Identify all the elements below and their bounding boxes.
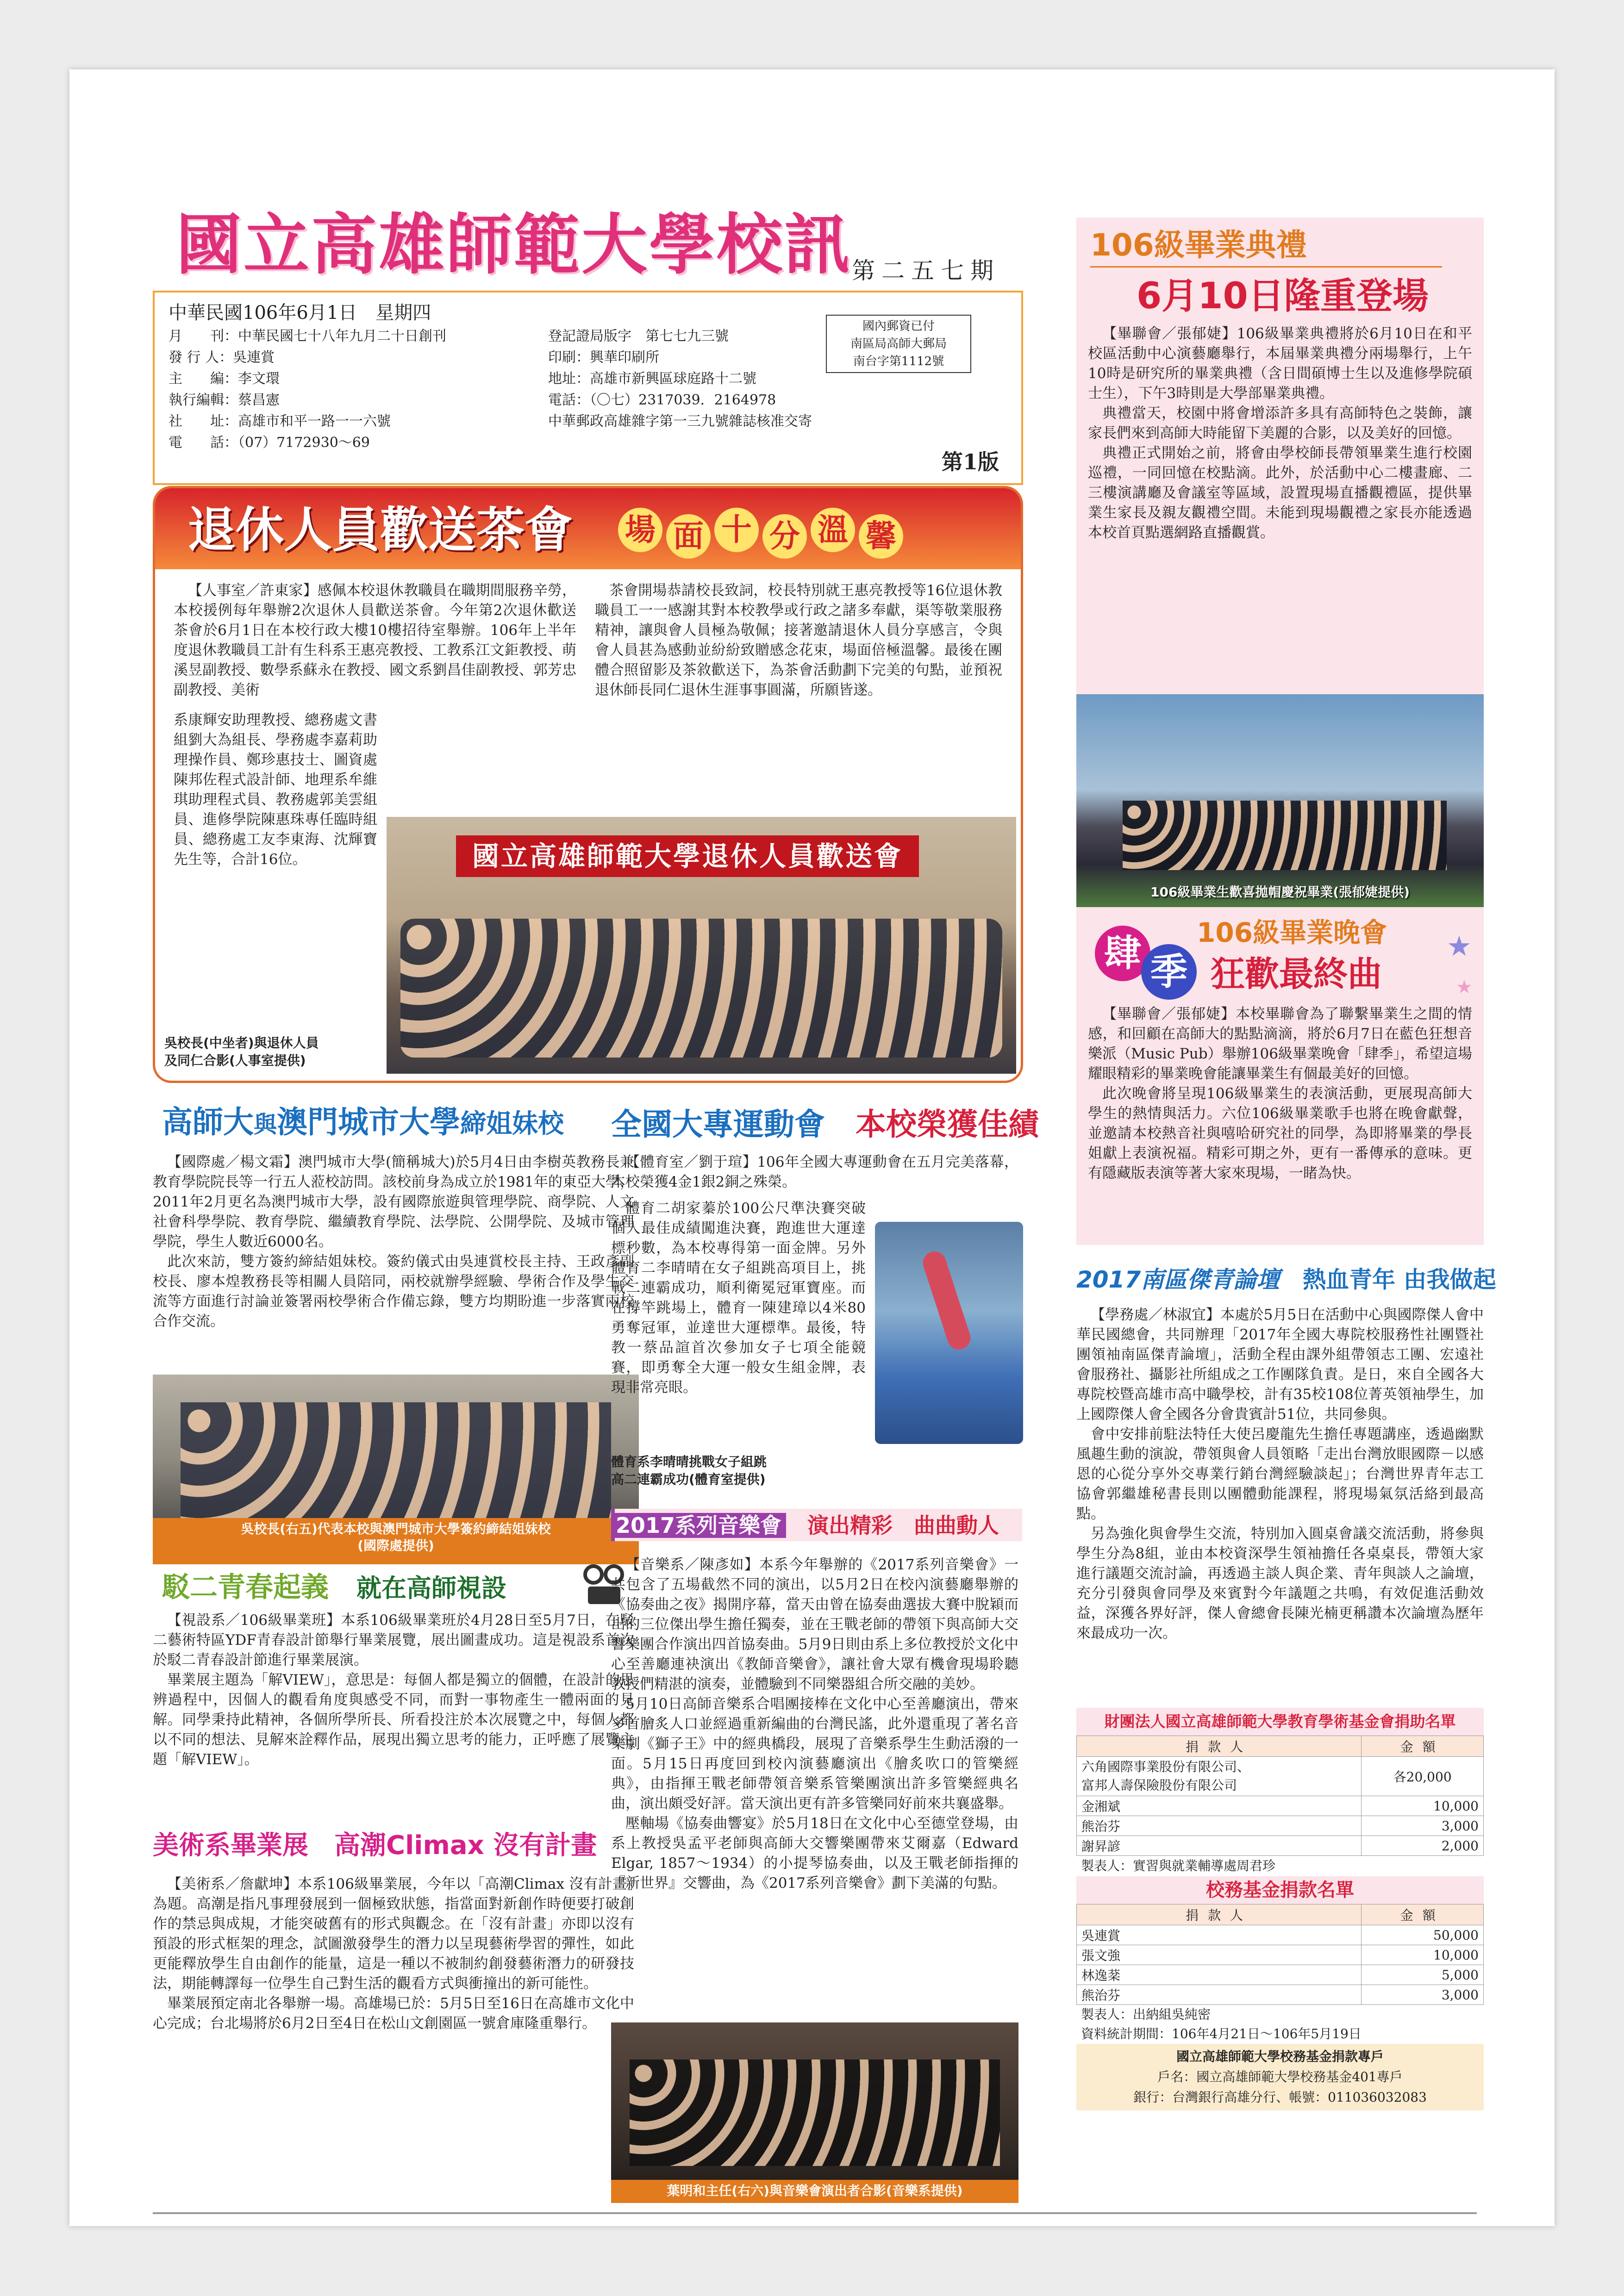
postal-line: 南台字第1112號 <box>853 355 944 368</box>
table-row <box>1077 1985 1484 2005</box>
donation2-table <box>1076 1904 1484 2005</box>
donor-amount: 50,000 <box>1362 1925 1484 1945</box>
title-part: 2017系列音樂會 <box>611 1513 786 1538</box>
retire-group-photo <box>387 817 1016 1074</box>
paragraph: 此次來訪，雙方簽約締結姐妹校。簽約儀式由吳連賞校長主持、王政彥副校長、廖本煌教務長等相關人員陪同，兩校就辦學經驗、學術合作及學生交流等方面進行討論並簽署兩校學術合作備忘錄，雙方均期盼進一步落實兩校合作交流。 <box>153 1253 634 1330</box>
caption-line: (國際處提供) <box>357 1538 434 1553</box>
paragraph: 畢業展預定南北各舉辦一場。高雄場已於：5月5日至16日在高雄市文化中心完成；台北場將於6月2日至4日在松山文創園區一號倉庫隆重舉行。 <box>153 1995 634 2032</box>
table-row <box>1077 1965 1484 1985</box>
grad-crowd <box>1123 801 1447 870</box>
macau-title <box>162 1101 564 1145</box>
sports-text-2 <box>611 1199 866 1398</box>
party-title: 106級畢業晚會 <box>1197 917 1387 948</box>
info-right <box>548 326 812 432</box>
caption-line: 吳校長(右五)代表本校與澳門城市大學簽約締結姐妹校 <box>241 1521 551 1537</box>
donation2-maker: 製表人：出納組吳純密 <box>1081 2007 1211 2022</box>
performers-shape <box>630 2060 1000 2166</box>
donation1-title: 財團法人國立高雄師範大學教育學術基金會捐助名單 <box>1076 1708 1484 1736</box>
paragraph: 【人事室／許東家】感佩本校退休教職員在職期間服務辛勞，本校援例每年舉辦2次退休人員歡送茶會。今年第2次退休歡送茶會於6月1日在本校行政大樓10樓招待室舉辦。106年上半年度退休教職員工計有生科系王惠亮教授、工教系江文鉅教授、萌溪昱副教授、數學系蘇永在教授、國文系劉昌佳副教授、郭芳忠副教授、美術 <box>174 582 576 698</box>
column-header: 金額 <box>1362 1736 1484 1757</box>
column-header: 金額 <box>1362 1904 1484 1925</box>
subtitle-char: 分 <box>762 514 807 559</box>
retire-caption <box>164 1034 382 1070</box>
info-left-line: 月 刊：中華民國七十八年九月二十日創刊 <box>169 328 446 344</box>
paragraph: 【視設系／106級畢業班】本系106級畢業班於4月28日至5月7日，在駁二藝術特區YDF青春設計節舉行畢業展覽，展出圖畫成功。這是視設系首次於駁二青春設計節進行畢業展演。 <box>153 1612 634 1668</box>
sports-photo <box>875 1222 1023 1444</box>
title-part: 全國大專運動會 <box>611 1107 825 1142</box>
postal-line: 國內郵資已付 <box>862 319 935 333</box>
title-part: 就在高師視設 <box>356 1574 506 1603</box>
sports-caption <box>611 1453 870 1488</box>
info-right-line: 中華郵政高雄雜字第一三九號雜誌核准交寄 <box>548 413 812 429</box>
paragraph: 【美術系／詹獻坤】本系106級畢業展，今年以「高潮Climax 沒有計畫」為題。高潮是指凡事理發展到一個極致狀態，指當面對新創作時便要打破創作的禁忌與成規，才能突破舊有的形式與觀念。在「沒有計畫」亦即以沒有預設的形式框架的理念，試圖激發學生的潛力以呈現藝術學習的彈性，如此更能釋放學生自由創作的能量，這是一種以不被制約創發藝術潛力的研發技法，期能轉譯每一位學生自己對生活的觀看方式與衝撞出的新可能性。 <box>153 1876 634 1992</box>
donor-name: 吳連賞 <box>1077 1925 1362 1945</box>
retire-text-1 <box>174 581 576 700</box>
title-part: 曲曲動人 <box>914 1513 999 1538</box>
graduation-subtitle: 6月10日隆重登場 <box>1137 275 1429 317</box>
retire-text-1b <box>174 710 377 870</box>
paragraph: 系康輝安助理教授、總務處文書組劉大為組長、學務處李嘉莉助理操作員、鄭珍惠技士、圖資處陳邦佐程式設計師、地理系牟維琪助理程式員、教務處郭美雲組員、進修學院陳惠珠專任臨時組員、總務處工友李東海、沈輝寶先生等，合計16位。 <box>174 712 377 868</box>
column-header: 捐款人 <box>1077 1904 1362 1925</box>
retire-banner: 國立高雄師範大學退休人員歡送會 <box>456 835 919 877</box>
title-part: 澳門城市大學 <box>277 1104 460 1140</box>
concert-photo <box>611 2022 1018 2203</box>
sports-title <box>611 1106 1039 1143</box>
table-row <box>1077 1836 1484 1856</box>
party-badge-2: 季 <box>1141 944 1197 1000</box>
donor-name: 金湘斌 <box>1077 1796 1362 1816</box>
graduation-title: 106級畢業典禮 <box>1090 227 1307 263</box>
title-part: 2017南區傑青論壇 <box>1076 1266 1280 1293</box>
donor-name: 張文強 <box>1077 1945 1362 1965</box>
paragraph: 畢業展主題為「解VIEW」，意思是：每個人都是獨立的個體，在設計的思辨過程中，因個人的觀看角度與感受不同，而對一事物產生一體兩面的見解。同學秉持此精神，各個所學所長、所看投注於本次展覽之中，每個人都以不同的想法、見解來詮釋作品，展現出獨立思考的能力，正呼應了展覽主題「解VIEW」。 <box>153 1672 634 1768</box>
masthead-info-box <box>153 291 1023 485</box>
paragraph: 會中安排前駐法特任大使呂慶龍先生擔任專題講座，透過幽默風趣生動的演說，帶領與會人員領略「走出台灣放眼國際－以感恩的心從分享外交專業行銷台灣經驗談起」；台灣世界青年志工協會郭繼雄秘書長則以團體動能課程，將現場氣氛活絡到最高點。 <box>1076 1426 1484 1522</box>
macau-caption <box>153 1521 639 1554</box>
party-badge-1: 肆 <box>1095 926 1150 981</box>
paragraph: 【音樂系／陳彥如】本系今年舉辦的《2017系列音樂會》一共包含了五場截然不同的演出，以5月2日在校內演藝廳舉辦的《協奏曲之夜》揭開序幕，當天由曾在協奏曲選拔大賽中脫穎而出的三位傑出學生擔任獨奏，並在王戰老師的帶領下與高師大交響樂團合作演出四首協奏曲。5月9日則由系上多位教授於文化中心至善廳連袂演出《教師音樂會》，讓社會大眾有機會現場聆聽教授們精湛的演奏，並體驗到不同樂器組合所交融的美妙。 <box>611 1556 1018 1692</box>
title-part: 美術系畢業展 <box>153 1830 308 1860</box>
info-right-line: 電話：（〇七）2317039．2164978 <box>548 392 776 408</box>
youth-text <box>1076 1305 1484 1643</box>
postal-stamp <box>826 315 971 373</box>
donation2-title: 校務基金捐款名單 <box>1076 1876 1484 1904</box>
design-text <box>153 1611 634 1770</box>
donor-amount: 10,000 <box>1362 1796 1484 1816</box>
masthead-title: 國立高雄師範大學校訊 <box>176 207 852 283</box>
paragraph: 【畢聯會／張郁婕】106級畢業典禮將於6月10日在和平校區活動中心演藝廳舉行，本屆畢業典禮分兩場舉行，上午10時是研究所的畢業典禮（含日間碩博士生以及進修學院碩士生），下午3時則是大學部畢業典禮。 <box>1088 325 1472 402</box>
paragraph: 茶會開場恭請校長致詞，校長特別就王惠亮教授等16位退休教職員工一一感謝其對本校教學或行政之諸多奉獻，渠等敬業服務精神，讓與會人員極為敬佩；接著邀請退休人員分享感言，令與會人員甚為感動並紛紛致贈感念花束，場面倍極溫馨。最後在團體合照留影及茶敘歡送下，為茶會活動劃下完美的句點，並預祝退休師長同仁退休生涯事事圓滿，所願皆遂。 <box>595 582 1002 698</box>
postal-line: 南區局高師大郵局 <box>850 337 947 351</box>
info-right-line: 印刷：興華印刷所 <box>548 349 659 366</box>
issue-number: 第二五七期 <box>852 257 1000 284</box>
info-right-line: 地址：高雄市新興區球庭路十二號 <box>548 371 756 387</box>
table-row <box>1077 1757 1484 1796</box>
macau-text <box>153 1152 634 1332</box>
caption-line: 體育系李晴晴挑戰女子組跳 <box>611 1454 767 1469</box>
title-part: 熱血青年 由我做起 <box>1303 1266 1496 1293</box>
paragraph: 【國際處／楊文霜】澳門城市大學(簡稱城大)於5月4日由李樹英教務長兼教育學院院長等一行五人蒞校訪問。該校前身為成立於1981年的東亞大學，2011年2月更名為澳門城市大學，設有國際旅遊與管理學院、商學院、人文社會科學學院、教育學院、繼續教育學院、法學院、公開學院、及城市管理學院，學生人數近6000名。 <box>153 1154 634 1250</box>
info-left-line: 電 話：（07）7172930～69 <box>169 435 370 451</box>
table-row <box>1077 1796 1484 1816</box>
title-part: 駁二青春起義 <box>162 1571 329 1604</box>
issue-date: 中華民國106年6月1日 星期四 <box>169 302 431 324</box>
donor-amount: 3,000 <box>1362 1816 1484 1836</box>
caption-line: 吳校長(中坐者)與退休人員 <box>164 1035 319 1051</box>
graduation-caption: 106級畢業生歡喜拋帽慶祝畢業(張郁婕提供) <box>1150 884 1410 900</box>
donation2-period: 資料統計期間：106年4月21日～106年5月19日 <box>1081 2026 1362 2041</box>
title-part: 本校榮獲佳績 <box>856 1107 1039 1142</box>
donor-amount: 2,000 <box>1362 1836 1484 1856</box>
art-title <box>153 1828 597 1863</box>
account-line: 國立高雄師範大學校務基金捐款專戶 <box>1176 2049 1384 2064</box>
retire-title: 退休人員歡送茶會 <box>187 502 573 558</box>
art-text <box>153 1874 634 2034</box>
donation1-maker: 製表人：實習與就業輔導處周君珍 <box>1081 1858 1276 1873</box>
title-underline <box>1090 266 1442 268</box>
donation-box <box>1076 1708 1484 2110</box>
macau-photo <box>153 1375 639 1564</box>
title-part: 高潮Climax 沒有計畫 <box>334 1830 597 1860</box>
donation1-table <box>1076 1736 1484 1856</box>
subtitle-char: 馨 <box>859 514 903 559</box>
concert-caption: 葉明和主任(右六)與音樂會演出者合影(音樂系提供) <box>667 2183 963 2198</box>
info-left-line: 發 行 人：吳連賞 <box>169 349 275 366</box>
crowd-shape <box>400 919 1002 1058</box>
table-header-row <box>1077 1736 1484 1757</box>
table-row <box>1077 1816 1484 1836</box>
retire-subtitle <box>618 508 903 563</box>
caption-line: 高二連霸成功(體育室提供) <box>611 1472 766 1487</box>
title-part: 與 <box>254 1111 277 1138</box>
donor-name: 熊治芬 <box>1077 1985 1362 2005</box>
table-header-row <box>1077 1904 1484 1925</box>
donor-amount: 各20,000 <box>1362 1757 1484 1796</box>
info-left <box>169 326 446 454</box>
bottom-rule <box>153 2212 1477 2214</box>
account-line: 銀行：台灣銀行高雄分行、帳號：011036032083 <box>1133 2090 1427 2105</box>
subtitle-char: 場 <box>618 508 662 552</box>
donor-name: 六角國際事業股份有限公司、 富邦人壽保險股份有限公司 <box>1077 1757 1362 1796</box>
newsletter-page <box>69 69 1555 2226</box>
athlete-shape <box>920 1249 974 1353</box>
table-row <box>1077 1925 1484 1945</box>
subtitle-char: 面 <box>666 514 711 559</box>
concert-title <box>611 1510 999 1541</box>
title-part: 高師大 <box>162 1104 254 1140</box>
paragraph: 典禮當天，校園中將會增添許多具有高師特色之裝飾，讓家長們來到高師大時能留下美麗的合影，以及美好的回憶。 <box>1088 405 1472 442</box>
title-part: 締姐妹校 <box>460 1109 564 1139</box>
star-icon: ★ <box>1447 930 1472 963</box>
info-left-line: 執行編輯：蔡昌憲 <box>169 392 280 408</box>
table-row <box>1077 1945 1484 1965</box>
graduation-text <box>1088 324 1472 543</box>
page-version: 第1版 <box>942 449 999 474</box>
macau-crowd <box>181 1402 611 1518</box>
subtitle-char: 溫 <box>811 508 855 552</box>
donor-name: 謝昇諺 <box>1077 1836 1362 1856</box>
info-left-line: 社 址：高雄市和平一路一一六號 <box>169 413 391 429</box>
column-header: 捐款人 <box>1077 1736 1362 1757</box>
graduation-box <box>1076 218 1484 1245</box>
paragraph: 5月10日高師音樂系合唱團接棒在文化中心至善廳演出，帶來多首膾炙人口並經過重新編曲的台灣民謠，此外還重現了著名音樂劇《獅子王》中的經典橋段，展現了音樂系學生生動活潑的一面。5月15日再度回到校內演藝廳演出《膾炙吹口的管樂經典》，由指揮王戰老師帶領音樂系管樂團演出許多管樂經典名曲，演出頗受好評。當天演出更有許多管樂同好前來共襄盛舉。 <box>611 1696 1018 1812</box>
sports-text-1 <box>611 1152 1018 1192</box>
donation-account-box <box>1076 2044 1484 2110</box>
party-text <box>1088 1004 1472 1183</box>
account-line: 戶名：國立高雄師範大學校務基金401專戶 <box>1157 2069 1403 2084</box>
paragraph: 另為強化與會學生交流，特別加入圓桌會議交流活動，將參與學生分為8組，並由本校資深學生領袖擔任各桌桌長，帶領大家進行議題交流討論，再透過主談人與企業、青年與談人之論壇，充分引發與會同學及來賓對今年議題之共鳴，有效促進活動效益，深獲各界好評，傑人會總會長陳光楠更稱讚本次論壇為歷年來最成功一次。 <box>1076 1525 1484 1642</box>
paragraph: 【畢聯會／張郁婕】本校畢聯會為了聯繫畢業生之間的情感，和回顧在高師大的點點滴滴，將於6月7日在藍色狂想音樂派（Music Pub）舉辦106級畢業晚會「肆季」，希望這場耀眼精彩的畢業晚會能讓畢業生有個最美好的回憶。 <box>1088 1006 1472 1082</box>
paragraph: 體育二胡家蓁於100公尺準決賽突破個人最佳成績闖進決賽，跑進世大運達標秒數，為本校專得第一面金牌。另外體育二李晴晴在女子組跳高項目上，挑戰二連霸成功，順利衛冕冠軍寶座。而在撐竿跳場上，體育一陳建璋以4米80勇奪冠軍，並達世大運標準。最後，特教一蔡品諠首次參加女子七項全能競賽，即勇奪全大運一般女生組金牌，表現非常亮眼。 <box>611 1200 866 1396</box>
retire-story-box <box>153 486 1023 1083</box>
title-part: 演出精彩 <box>807 1513 893 1538</box>
caption-line: 及同仁合影(人事室提供) <box>164 1053 306 1068</box>
paragraph: 典禮正式開始之前，將會由學校師長帶領畢業生進行校園巡禮，一同回憶在校點滴。此外，於活動中心二樓畫廊、二三樓演講廳及會議室等區域，設置現場直播觀禮區，提供畢業生家長及親友觀禮空間。未能到現場觀禮之家長亦能透過本校首頁點選網路直播觀賞。 <box>1088 445 1472 541</box>
subtitle-char: 十 <box>714 508 759 552</box>
youth-title <box>1076 1263 1496 1296</box>
info-right-line: 登記證局版字 第七七九三號 <box>548 328 729 344</box>
donor-amount: 3,000 <box>1362 1985 1484 2005</box>
donor-amount: 10,000 <box>1362 1945 1484 1965</box>
paragraph: 壓軸場《協奏曲響宴》於5月18日在文化中心至德堂登場，由系上教授吳孟平老師與高師大交響樂團帶來艾爾嘉（Edward Elgar, 1857～1934）的小提琴協奏曲，以及王戰老師指揮的『新世界』交響曲，為《2017系列音樂會》劃下美滿的句點。 <box>611 1815 1018 1892</box>
donor-name: 熊治芬 <box>1077 1816 1362 1836</box>
graduation-photo <box>1076 694 1484 907</box>
concert-text <box>611 1555 1018 1893</box>
donor-amount: 5,000 <box>1362 1965 1484 1985</box>
star-icon: ★ <box>1456 977 1473 998</box>
design-title <box>162 1569 506 1607</box>
donor-name: 林逸棻 <box>1077 1965 1362 1985</box>
party-subtitle: 狂歡最終曲 <box>1211 954 1382 994</box>
paragraph: 【學務處／林淑宜】本處於5月5日在活動中心與國際傑人會中華民國總會，共同辦理「2017年全國大專院校服務性社團暨社團領袖南區傑青論壇」，活動全程由課外組帶領志工團、宏遠社會服務社、攝影社所組成之工作團隊負責。是日，來自全國各大專院校暨高雄市高中職學校，計有35校108位菁英領袖學生，加上國際傑人會全國各分會貴賓計51位，共同參與。 <box>1076 1307 1484 1423</box>
info-left-line: 主 編：李文環 <box>169 371 280 387</box>
retire-text-2 <box>595 581 1002 700</box>
paragraph: 【體育室／劉于瑄】106年全國大專運動會在五月完美落幕，本校榮獲4金1銀2銅之殊榮。 <box>611 1154 1018 1190</box>
paragraph: 此次晚會將呈現106級畢業生的表演活動，更展現高師大學生的熱情與活力。六位106級畢業歌手也將在晚會獻聲，並邀請本校熱音社與嘻哈研究社的同學，為即將畢業的學長姐獻上表演祝福。精彩可期之外，更有一番傳承的意味。更有隱藏版表演等著大家來現場，一睹為快。 <box>1088 1085 1472 1182</box>
